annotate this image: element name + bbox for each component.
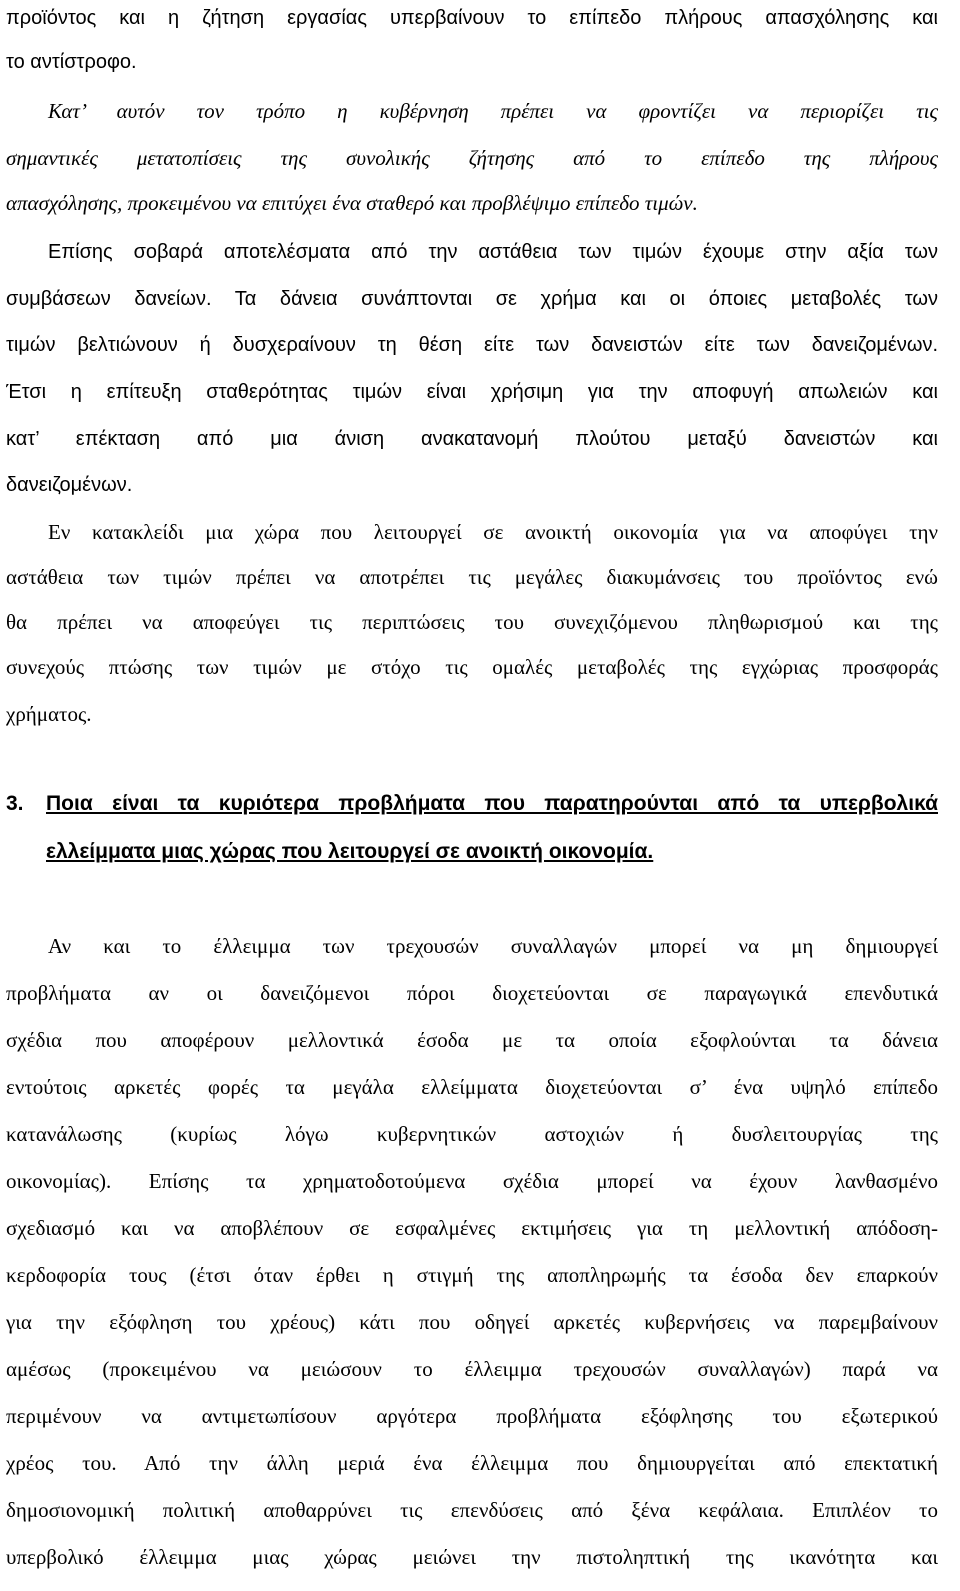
text-line: για την εξόφληση του χρέους) κάτι που οδηγεί αρκετές κυβερνήσεις να παρεμβαίνουν [6, 1310, 938, 1334]
text-line: δανειζομένων. [6, 474, 133, 496]
text-line: αμέσως (προκειμένου να μειώσουν το έλλειμμα τρεχουσών συναλλαγών) παρά να [6, 1357, 938, 1381]
text-line: εντούτοις αρκετές φορές τα μεγάλα ελλείμματα διοχετεύονται σ’ ένα υψηλό επίπεδο [6, 1075, 938, 1099]
section-heading-line-2 [6, 838, 938, 866]
text-line: περιμένουν να αντιμετωπίσουν αργότερα προβλήματα εξόφλησης του εξωτερικού [6, 1404, 938, 1428]
text-line: δημοσιονομική πολιτική αποθαρρύνει τις επενδύσεις από ξένα κεφάλαια. Επιπλέον το [6, 1498, 938, 1522]
text-line: Κατ’ αυτόν τον τρόπο η κυβέρνηση πρέπει να φροντίζει να περιορίζει τις [48, 99, 938, 123]
text-line: Επίσης σοβαρά αποτελέσματα από την αστάθεια των τιμών έχουμε στην αξία των [48, 241, 938, 263]
text-line: σημαντικές μετατοπίσεις της συνολικής ζήτησης από το επίπεδο της πλήρους [6, 146, 938, 170]
text-line: προβλήματα αν οι δανειζόμενοι πόροι διοχετεύονται σε παραγωγικά επενδυτικά [6, 981, 938, 1005]
text-line: συμβάσεων δανείων. Τα δάνεια συνάπτονται σε χρήμα και οι όποιες μεταβολές των [6, 288, 938, 310]
text-line: σχέδια που αποφέρουν μελλοντικά έσοδα με τα οποία εξοφλούνται τα δάνεια [6, 1028, 938, 1052]
section-title-line-1: Ποια είναι τα κυριότερα προβλήματα που παρατηρούνται από τα υπερβολικά [46, 792, 938, 815]
text-line: απασχόλησης, προκειμένου να επιτύχει ένα σταθερό και προβλέψιμο επίπεδο τιμών. [6, 191, 698, 215]
section-heading-line-1 [6, 790, 938, 818]
text-line: συνεχούς πτώσης των τιμών με στόχο τις ομαλές μεταβολές της εγχώριας προσφοράς [6, 655, 938, 679]
text-line: το αντίστροφο. [6, 51, 137, 73]
text-line: αστάθεια των τιμών πρέπει να αποτρέπει τις μεγάλες διακυμάνσεις του προϊόντος ενώ [6, 565, 938, 589]
text-line: κατανάλωσης (κυρίως λόγω κυβερνητικών αστοχιών ή δυσλειτουργίας της [6, 1122, 938, 1146]
text-line: υπερβολικό έλλειμμα μιας χώρας μειώνει την πιστοληπτική της ικανότητα και [6, 1545, 938, 1569]
section-number: 3. [6, 792, 24, 815]
text-line: κερδοφορία τους (έτσι όταν έρθει η στιγμή της αποπληρωμής τα έσοδα δεν επαρκούν [6, 1263, 938, 1287]
text-line: χρήματος. [6, 702, 92, 726]
text-line: σχεδιασμό και να αποβλέπουν σε εσφαλμένες εκτιμήσεις για τη μελλοντική απόδοση- [6, 1216, 938, 1240]
section-title-line-2: ελλείμματα μιας χώρας που λειτουργεί σε ανοικτή οικονομία. [46, 840, 654, 863]
text-line: Αν και το έλλειμμα των τρεχουσών συναλλαγών μπορεί να μη δημιουργεί [48, 934, 938, 958]
text-line: τιμών βελτιώνουν ή δυσχεραίνουν τη θέση είτε των δανειστών είτε των δανειζομένων. [6, 334, 938, 356]
text-line: χρέος του. Από την άλλη μεριά ένα έλλειμμα που δημιουργείται από επεκτατική [6, 1451, 938, 1475]
text-line: προϊόντος και η ζήτηση εργασίας υπερβαίνουν το επίπεδο πλήρους απασχόλησης και [6, 7, 938, 29]
text-line: Εν κατακλείδι μια χώρα που λειτουργεί σε ανοικτή οικονομία για να αποφύγει την [48, 520, 938, 544]
text-line: κατ’ επέκταση από μια άνιση ανακατανομή πλούτου μεταξύ δανειστών και [6, 428, 938, 450]
text-line: Έτσι η επίτευξη σταθερότητας τιμών είναι χρήσιμη για την αποφυγή απωλειών και [6, 381, 938, 403]
text-line: οικονομίας). Επίσης τα χρηματοδοτούμενα σχέδια μπορεί να έχουν λανθασμένο [6, 1169, 938, 1193]
text-line: θα πρέπει να αποφεύγει τις περιπτώσεις του συνεχιζόμενου πληθωρισμού και της [6, 610, 938, 634]
